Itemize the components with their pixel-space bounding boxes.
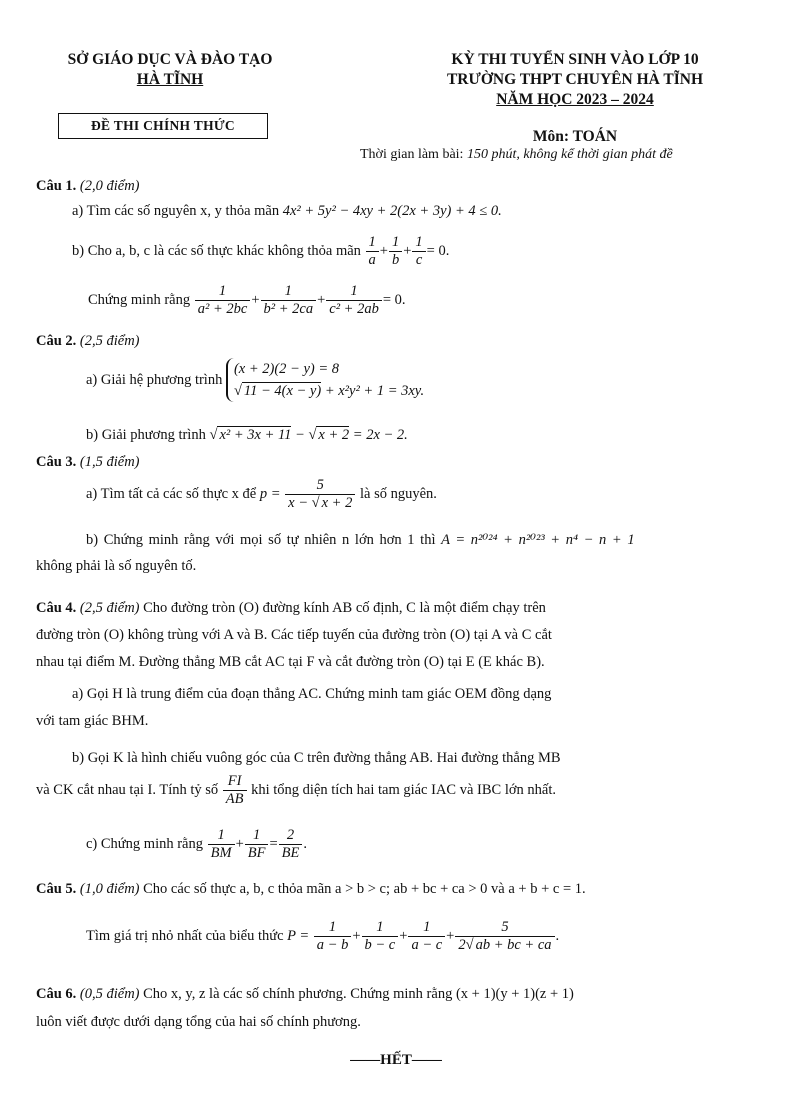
radicand: x + 2 <box>321 495 353 512</box>
q3-b-text: b) Chứng minh rằng với mọi số tự nhiên n lớn hơn 1 thì <box>86 532 436 548</box>
q1-label: Câu 1. <box>36 178 77 194</box>
frac-fi-ab <box>223 773 247 808</box>
den: BM <box>210 845 232 862</box>
q2-eq2 <box>234 380 424 402</box>
q6-label: Câu 6. <box>36 986 77 1002</box>
den-pre: 2 <box>458 937 466 954</box>
sqrt-sign: √ <box>209 427 218 443</box>
frac-q1-3 <box>326 283 382 318</box>
sqrt-sign: √ <box>233 383 242 399</box>
subject-label: Môn: TOÁN <box>532 128 618 145</box>
q3-p: p = <box>259 486 281 502</box>
q5-label: Câu 5. <box>36 881 77 897</box>
q1-b2-text: Chứng minh rằng <box>88 292 191 308</box>
department-header <box>40 50 300 90</box>
q1-a-expr: 4x² + 5y² − 4xy + 2(2x + 3y) + 4 ≤ 0. <box>282 203 502 219</box>
frac-q5-3 <box>408 919 445 954</box>
q2-b <box>86 425 408 445</box>
q2-label: Câu 2. <box>36 333 77 349</box>
radicand: x + 2 <box>318 427 350 443</box>
department-name: SỞ GIÁO DỤC VÀ ĐÀO TẠO <box>67 51 273 68</box>
q2-a-text: a) Giải hệ phương trình <box>86 372 223 388</box>
equals: = <box>269 836 278 852</box>
sqrt-sign: √ <box>311 495 320 512</box>
den <box>455 937 554 954</box>
q3-b <box>86 530 635 550</box>
q1-a <box>72 201 502 221</box>
province-name: HÀ TĨNH <box>136 71 204 88</box>
num: 1 <box>362 919 399 937</box>
q6-line1 <box>36 984 574 1004</box>
q3-b-expr: A = n²⁰²⁴ + n²⁰²³ + n⁴ − n + 1 <box>441 532 635 548</box>
end-marker: ——HẾT—— <box>350 1052 442 1068</box>
q4-c-text: c) Chứng minh rằng <box>86 836 203 852</box>
q1-b-text: b) Cho a, b, c là các số thực khác không thỏa mãn <box>72 243 361 259</box>
q3-label: Câu 3. <box>36 454 77 470</box>
radicand: ab + bc + ca <box>475 937 552 954</box>
q1-b <box>72 234 449 269</box>
frac-1-bm <box>208 827 235 862</box>
q3-points: (1,5 điểm) <box>79 454 140 470</box>
q5-points: (1,0 điểm) <box>79 881 140 897</box>
q5-p: P = <box>287 928 310 944</box>
q4-intro2: đường tròn (O) không trùng với A và B. Các tiếp tuyến của đường tròn (O) tại A và C cắt <box>36 627 552 643</box>
q1-a-text: a) Tìm các số nguyên x, y thỏa mãn <box>72 203 280 219</box>
den: a² + 2bc <box>197 301 248 318</box>
frac-q5-4 <box>455 919 554 954</box>
q1-b2 <box>88 283 406 318</box>
q1-heading <box>36 176 140 196</box>
den: c² + 2ab <box>329 301 379 318</box>
frac-1-over-a <box>366 234 379 269</box>
frac-1-over-c <box>412 234 425 269</box>
q4-a1: a) Gọi H là trung điểm của đoạn thẳng AC. Chứng minh tam giác OEM đồng dạng <box>72 686 552 702</box>
den: b <box>391 252 400 269</box>
frac-q5-2 <box>362 919 399 954</box>
q3-b-text2: không phải là số nguyên tố. <box>36 558 197 574</box>
plus: + <box>379 243 388 259</box>
school-name: TRƯỜNG THPT CHUYÊN HÀ TĨNH <box>446 71 704 88</box>
q5-intro: Cho các số thực a, b, c thỏa mãn a > b > c; ab + bc + ca > 0 và a + b + c = 1. <box>143 881 586 897</box>
frac-q1-1 <box>195 283 251 318</box>
q4-a2: với tam giác BHM. <box>36 713 149 729</box>
q2-b-text: b) Giải phương trình <box>86 427 206 443</box>
q2-eq1: (x + 2)(2 − y) = 8 <box>233 361 339 377</box>
q2-b-tail: = 2x − 2. <box>352 427 408 443</box>
den-pre: x − <box>288 495 309 512</box>
q2-eq2-tail: + x²y² + 1 = 3xy. <box>324 383 425 399</box>
q5-line1 <box>36 879 586 899</box>
q3-a-text: a) Tìm tất cả các số thực x để <box>86 486 257 502</box>
q1-b2-tail: = 0. <box>382 292 406 308</box>
q4-b2-pre: và CK cắt nhau tại I. Tính tỷ số <box>36 782 219 798</box>
num: 1 <box>389 234 402 252</box>
frac-q3 <box>285 477 355 512</box>
equation-system <box>226 358 424 402</box>
q2-heading <box>36 331 140 351</box>
plus: + <box>317 292 326 308</box>
num: 1 <box>326 283 382 301</box>
plus: + <box>399 928 408 944</box>
den <box>285 495 355 512</box>
q4-b2 <box>36 772 556 808</box>
exam-title: KỲ THI TUYỂN SINH VÀO LỚP 10 <box>451 51 699 68</box>
den: b − c <box>364 937 396 954</box>
q6-text2: luôn viết được dưới dạng tổng của hai số chính phương. <box>36 1014 361 1030</box>
q1-points: (2,0 điểm) <box>79 178 140 194</box>
exam-header <box>375 50 775 110</box>
den: a <box>368 252 376 269</box>
plus: + <box>352 928 361 944</box>
plus: + <box>235 836 244 852</box>
num: 2 <box>279 827 303 845</box>
den: a − b <box>316 937 349 954</box>
plus: + <box>403 243 412 259</box>
frac-2-be <box>279 827 303 862</box>
den: BF <box>247 845 266 862</box>
school-year: NĂM HỌC 2023 – 2024 <box>496 91 654 108</box>
q4-c-tail: . <box>303 836 307 852</box>
q5-text: Tìm giá trị nhỏ nhất của biểu thức <box>86 928 284 944</box>
den: BE <box>281 845 300 862</box>
q4-b2-post: khi tổng diện tích hai tam giác IAC và IBC lớn nhất. <box>251 782 556 798</box>
num: 5 <box>455 919 554 937</box>
frac-1-bf <box>245 827 269 862</box>
frac-1-over-b <box>389 234 402 269</box>
q4-label: Câu 4. <box>36 600 77 616</box>
q1-b-tail: = 0. <box>426 243 450 259</box>
time-limit <box>360 147 760 163</box>
sqrt-sign: √ <box>308 427 317 443</box>
q4-b1: b) Gọi K là hình chiếu vuông góc của C trên đường thẳng AB. Hai đường thẳng MB <box>72 750 561 766</box>
den: a − c <box>411 937 443 954</box>
q2-points: (2,5 điểm) <box>79 333 140 349</box>
num: 1 <box>412 234 425 252</box>
num: 5 <box>285 477 355 495</box>
q4-points: (2,5 điểm) <box>79 600 140 616</box>
num: FI <box>223 773 247 791</box>
q6-points: (0,5 điểm) <box>79 986 140 1002</box>
q4-c <box>86 826 307 862</box>
num: 1 <box>195 283 251 301</box>
q4-line1 <box>36 598 546 618</box>
den: AB <box>225 791 244 808</box>
time-label: Thời gian làm bài: <box>360 147 467 162</box>
num: 1 <box>208 827 235 845</box>
plus: + <box>446 928 455 944</box>
q5-tail: . <box>555 928 560 944</box>
radicand: x² + 3x + 11 <box>219 427 292 443</box>
sqrt-sign: √ <box>465 937 474 954</box>
plus: + <box>251 292 260 308</box>
q3-heading <box>36 452 140 472</box>
num: 1 <box>408 919 445 937</box>
num: 1 <box>314 919 352 937</box>
q2-a <box>86 358 424 402</box>
num: 1 <box>261 283 317 301</box>
frac-q5-1 <box>314 919 352 954</box>
den: c <box>415 252 423 269</box>
q4-intro1: Cho đường tròn (O) đường kính AB cố định, C là một điểm chạy trên <box>143 600 546 616</box>
official-exam-box: ĐỀ THI CHÍNH THỨC <box>58 113 268 139</box>
q3-a-tail: là số nguyên. <box>359 486 437 502</box>
num: 1 <box>366 234 379 252</box>
minus: − <box>295 427 305 443</box>
radicand: 11 − 4(x − y) <box>243 383 322 399</box>
time-value: 150 phút, không kể thời gian phát đề <box>466 147 673 162</box>
q5-expr <box>86 916 559 956</box>
frac-q1-2 <box>261 283 317 318</box>
den: b² + 2ca <box>263 301 314 318</box>
q3-a <box>86 476 437 512</box>
num: 1 <box>245 827 269 845</box>
q6-text1: Cho x, y, z là các số chính phương. Chứng minh rằng (x + 1)(y + 1)(z + 1) <box>143 986 574 1002</box>
q4-intro3: nhau tại điểm M. Đường thẳng MB cắt AC tại F và cắt đường tròn (O) tại E (E khác B). <box>36 654 545 670</box>
